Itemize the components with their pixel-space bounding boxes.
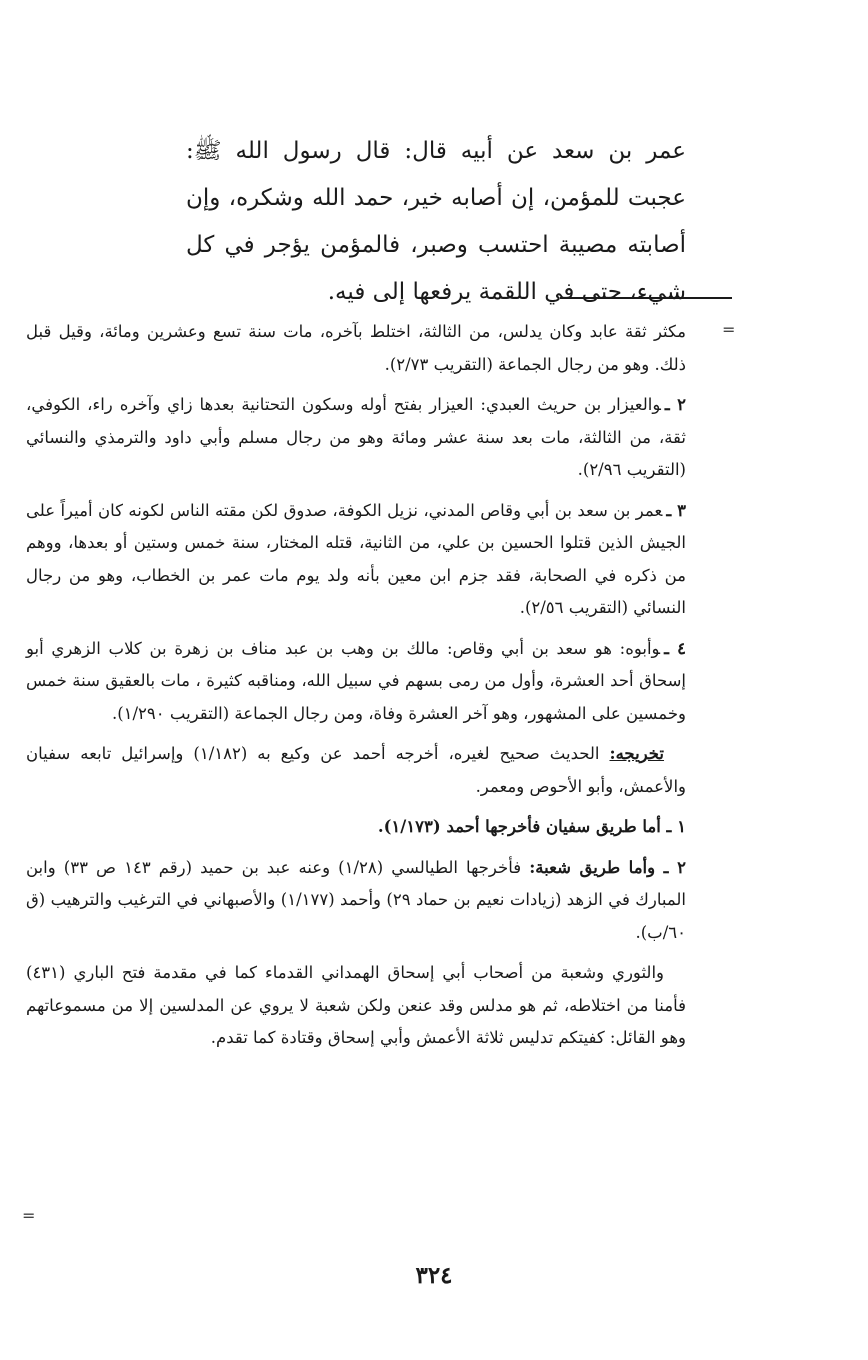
footnote-number: ٣ ـ — [666, 500, 686, 520]
shuba-route — [26, 852, 686, 950]
footnote-text: عمر بن سعد بن أبي وقاص المدني، نزيل الكوفة، صدوق لكن مقته الناس لكونه كان أميراً على الجيش الذين قتلوا الحسين بن علي، من الثانية، قتله المختار، سنة خمس وستين أو بعدها، ووهم من ذكره في الصحابة، فقد جزم ابن معين بأنه ولد يوم مات عمر بن الخطاب، وهو من رجال النسائي (التقريب ٢/٥٦). — [26, 500, 686, 617]
shuba-route-text: فأخرجها الطيالسي (١/٢٨) وعنه عبد بن حميد (رقم ١٤٣ ص ٣٣) وابن المبارك في الزهد (زيادات نعيم بن حماد ٢٩) وأحمد (١/١٧٧) والأصبهاني في الترغيب والترهيب (ق ٦٠/ب). — [26, 857, 686, 942]
footnote-text: وأبوه: هو سعد بن أبي وقاص: مالك بن وهب بن عبد مناف بن زهرة بن كلاب الزهري أبو إسحاق أحد العشرة، وأول من رمى بسهم في سبيل الله، ومناقبه كثيرة ، مات بالعقيق سنة خمس وخمسين على المشهور، وهو آخر العشرة وفاة، ومن رجال الجماعة (التقريب ١/٢٩٠). — [26, 638, 686, 723]
footnotes-section — [26, 316, 686, 1063]
takhrij-paragraph — [26, 738, 686, 803]
shuba-route-lead: ٢ ـ وأما طريق شعبة: — [529, 857, 686, 877]
page-number: ٣٢٤ — [415, 1262, 453, 1289]
footnote-4 — [26, 633, 686, 731]
margin-mark-bottom: = — [22, 1206, 36, 1225]
closing-paragraph: والثوري وشعبة من أصحاب أبي إسحاق الهمداني القدماء كما في مقدمة فتح الباري (٤٣١) فأمنا من اختلاطه، ثم هو مدلس وقد عنعن ولكن شعبة لا يروي عن المدلسين إلا من مسموعاتهم وهو القائل: كفيتكم تدليس ثلاثة الأعمش وأبي إسحاق وقتادة كما تقدم. — [26, 963, 686, 1047]
footnote-number: ٤ ـ — [664, 638, 686, 658]
footnote-3 — [26, 495, 686, 625]
sufyan-route: ١ ـ أما طريق سفيان فأخرجها أحمد (١/١٧٣). — [377, 817, 686, 836]
hadith-paragraph: عمر بن سعد عن أبيه قال: قال رسول الله ﷺ: عجبت للمؤمن، إن أصابه خير، حمد الله وشكره، وإن أصابته مصيبة احتسب وصبر، فالمؤمن يؤجر في كل شيء، حتى في اللقمة يرفعها إلى فيه. — [186, 138, 686, 305]
footnote-separator — [560, 297, 732, 299]
hadith-main-text — [186, 128, 686, 316]
footnote-continuation: مكثر ثقة عابد وكان يدلس، من الثالثة، اختلط بآخره، مات سنة تسع وعشرين ومائة، وقيل قبل ذلك. وهو من رجال الجماعة (التقريب ٢/٧٣). — [26, 322, 686, 374]
takhrij-label: تخريجه: — [609, 744, 665, 763]
footnote-number: ٢ ـ — [664, 395, 686, 414]
margin-mark-top: = — [722, 320, 736, 339]
takhrij-text: الحديث صحيح لغيره، أخرجه أحمد عن وكيع به (١/١٨٢) وإسرائيل تابعه سفيان والأعمش، وأبو الأحوص ومعمر. — [26, 744, 686, 796]
footnote-2 — [26, 389, 686, 487]
footnote-text: والعيزار بن حريث العبدي: العيزار بفتح أوله وسكون التحتانية بعدها زاي وآخره راء، الكوفي، ثقة، من الثالثة، مات بعد سنة عشر ومائة وهو من رجال مسلم وأبي داود والترمذي والنسائي (التقريب ٢/٩٦). — [26, 395, 686, 479]
